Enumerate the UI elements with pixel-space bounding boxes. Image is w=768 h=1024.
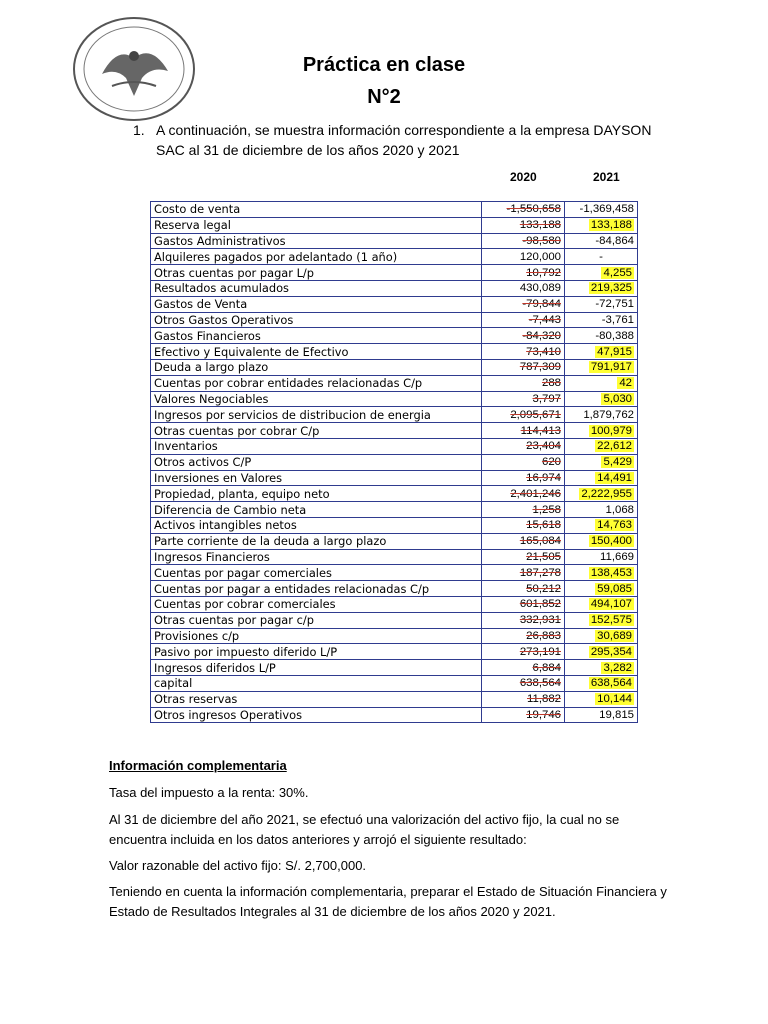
value-2021-cell — [565, 549, 638, 565]
value-2020-cell — [482, 707, 565, 723]
value-2021-cell — [565, 375, 638, 391]
value-2021: 133,188 — [590, 219, 632, 232]
value-2020-cell — [482, 375, 565, 391]
row-label: Cuentas por cobrar comerciales — [151, 596, 482, 612]
value-2020: 273,191 — [519, 645, 561, 658]
value-2021-cell — [565, 217, 638, 233]
value-2021: 3,282 — [603, 661, 632, 674]
intro-number: 1. — [133, 122, 145, 138]
table-row — [151, 280, 638, 296]
complementary-title: Información complementaria — [109, 758, 287, 773]
value-2021-cell — [565, 233, 638, 249]
table-row — [151, 328, 638, 344]
table-row — [151, 691, 638, 707]
value-2021-cell — [565, 502, 638, 518]
value-2021-cell — [565, 312, 638, 328]
value-2020: 19,746 — [526, 708, 561, 721]
value-2021: -3,761 — [601, 313, 634, 326]
value-2020: 620 — [541, 456, 561, 469]
financial-data-table — [150, 201, 638, 723]
value-2021: 5,030 — [603, 392, 632, 405]
value-2021-cell — [565, 344, 638, 360]
value-2021: 30,689 — [597, 629, 632, 642]
value-2020: 114,413 — [520, 424, 561, 437]
value-2020-cell — [482, 612, 565, 628]
table-row — [151, 296, 638, 312]
row-label: Ingresos Financieros — [151, 549, 482, 565]
row-label: Otras reservas — [151, 691, 482, 707]
value-2021: 219,325 — [590, 282, 632, 295]
row-label: Cuentas por pagar a entidades relacionadas C/p — [151, 581, 482, 597]
row-label: capital — [151, 675, 482, 691]
value-2021-cell — [565, 438, 638, 454]
row-label: Parte corriente de la deuda a largo plazo — [151, 533, 482, 549]
value-2020-cell — [482, 249, 565, 265]
table-row — [151, 423, 638, 439]
value-2020-cell — [482, 454, 565, 470]
table-row — [151, 549, 638, 565]
year-header-2020: 2020 — [510, 170, 537, 184]
value-2020: 23,404 — [526, 440, 561, 453]
table-row — [151, 470, 638, 486]
value-2021-cell — [565, 486, 638, 502]
value-2021-cell — [565, 581, 638, 597]
value-2021: 150,400 — [590, 535, 632, 548]
value-2020: -84,320 — [522, 329, 561, 342]
table-row — [151, 517, 638, 533]
table-row — [151, 359, 638, 375]
value-2020-cell — [482, 628, 565, 644]
table-row — [151, 407, 638, 423]
table-row — [151, 249, 638, 265]
value-2020-cell — [482, 533, 565, 549]
table-row — [151, 596, 638, 612]
row-label: Otras cuentas por cobrar C/p — [151, 423, 482, 439]
value-2021-cell — [565, 470, 638, 486]
table-row — [151, 312, 638, 328]
value-2020-cell — [482, 265, 565, 281]
row-label: Otras cuentas por pagar c/p — [151, 612, 482, 628]
value-2020-cell — [482, 344, 565, 360]
value-2020-cell — [482, 644, 565, 660]
value-2020-cell — [482, 217, 565, 233]
value-2021: 100,979 — [590, 424, 632, 437]
row-label: Inversiones en Valores — [151, 470, 482, 486]
value-2021-cell — [565, 265, 638, 281]
value-2020: 332,931 — [519, 614, 561, 627]
value-2021: - — [599, 250, 603, 263]
value-2021: 42 — [619, 377, 632, 390]
value-2020: 2,095,671 — [510, 408, 561, 421]
value-2021: 295,354 — [590, 645, 632, 658]
value-2021-cell — [565, 249, 638, 265]
value-2021: -72,751 — [595, 298, 634, 311]
value-2020-cell — [482, 675, 565, 691]
value-2021: 47,915 — [597, 345, 632, 358]
value-2020: 3,797 — [532, 392, 561, 405]
row-label: Cuentas por pagar comerciales — [151, 565, 482, 581]
value-2021: 4,255 — [603, 266, 632, 279]
value-2021-cell — [565, 423, 638, 439]
row-label: Ingresos por servicios de distribucion de energia — [151, 407, 482, 423]
value-2021-cell — [565, 691, 638, 707]
row-label: Propiedad, planta, equipo neto — [151, 486, 482, 502]
fair-value-text: Valor razonable del activo fijo: S/. 2,700,000. — [109, 858, 367, 873]
value-2021-cell — [565, 280, 638, 296]
value-2021-cell — [565, 202, 638, 218]
value-2020-cell — [482, 691, 565, 707]
row-label: Otros activos C/P — [151, 454, 482, 470]
value-2021: 138,453 — [590, 566, 632, 579]
table-row — [151, 454, 638, 470]
row-label: Gastos Administrativos — [151, 233, 482, 249]
value-2020: 73,410 — [526, 345, 561, 358]
value-2020-cell — [482, 581, 565, 597]
table-row — [151, 707, 638, 723]
table-row — [151, 265, 638, 281]
table-row — [151, 486, 638, 502]
value-2020: 187,278 — [519, 566, 561, 579]
row-label: Gastos Financieros — [151, 328, 482, 344]
value-2021: 14,491 — [597, 471, 632, 484]
row-label: Valores Negociables — [151, 391, 482, 407]
value-2021: -1,369,458 — [579, 203, 634, 216]
value-2021: 1,879,762 — [583, 408, 634, 421]
row-label: Ingresos diferidos L/P — [151, 660, 482, 676]
value-2020-cell — [482, 202, 565, 218]
value-2020: -1,550,658 — [506, 203, 561, 216]
value-2020: 26,883 — [526, 629, 561, 642]
intro-text: A continuación, se muestra información correspondiente a la empresa DAYSON SAC al 31 de diciembre de los años 2020 y 2021 — [156, 122, 652, 158]
row-label: Activos intangibles netos — [151, 517, 482, 533]
row-label: Otros ingresos Operativos — [151, 707, 482, 723]
value-2020-cell — [482, 660, 565, 676]
value-2020: 11,882 — [527, 693, 561, 706]
value-2021: 1,068 — [605, 503, 634, 516]
value-2021: 59,085 — [597, 582, 632, 595]
row-label: Reserva legal — [151, 217, 482, 233]
value-2021-cell — [565, 517, 638, 533]
value-2020: 120,000 — [519, 250, 561, 263]
value-2021-cell — [565, 533, 638, 549]
value-2021: 5,429 — [603, 456, 632, 469]
table-row — [151, 660, 638, 676]
value-2020: 787,309 — [519, 361, 561, 374]
value-2021-cell — [565, 407, 638, 423]
table-row — [151, 233, 638, 249]
table-row — [151, 438, 638, 454]
table-row — [151, 391, 638, 407]
value-2020-cell — [482, 391, 565, 407]
row-label: Deuda a largo plazo — [151, 359, 482, 375]
row-label: Otros Gastos Operativos — [151, 312, 482, 328]
revaluation-text: Al 31 de diciembre del año 2021, se efectuó una valorización del activo fijo, la cual no se encuentra incluida en los datos anteriores y arrojó el siguiente resultado: — [109, 812, 620, 847]
year-header-2021: 2021 — [593, 170, 620, 184]
page-subtitle: N°2 — [367, 86, 401, 108]
value-2020-cell — [482, 312, 565, 328]
value-2021: 19,815 — [599, 708, 634, 721]
row-label: Cuentas por cobrar entidades relacionadas C/p — [151, 375, 482, 391]
row-label: Inventarios — [151, 438, 482, 454]
value-2020-cell — [482, 565, 565, 581]
value-2021-cell — [565, 391, 638, 407]
table-row — [151, 612, 638, 628]
row-label: Otras cuentas por pagar L/p — [151, 265, 482, 281]
table-row — [151, 502, 638, 518]
value-2020-cell — [482, 359, 565, 375]
value-2020-cell — [482, 438, 565, 454]
value-2020-cell — [482, 296, 565, 312]
value-2021: 22,612 — [597, 440, 632, 453]
value-2021: 14,763 — [597, 519, 632, 532]
value-2020-cell — [482, 517, 565, 533]
value-2021: 494,107 — [590, 598, 632, 611]
value-2020: 6,884 — [532, 661, 561, 674]
value-2020: 16,974 — [526, 471, 561, 484]
table-row — [151, 581, 638, 597]
value-2020-cell — [482, 328, 565, 344]
row-label: Alquileres pagados por adelantado (1 año) — [151, 249, 482, 265]
value-2020-cell — [482, 470, 565, 486]
value-2021: 2,222,955 — [581, 487, 632, 500]
table-row — [151, 644, 638, 660]
tax-rate-text: Tasa del impuesto a la renta: 30%. — [109, 785, 309, 800]
value-2020: -7,443 — [528, 313, 561, 326]
value-2020-cell — [482, 280, 565, 296]
row-label: Resultados acumulados — [151, 280, 482, 296]
value-2020-cell — [482, 486, 565, 502]
value-2021-cell — [565, 359, 638, 375]
table-row — [151, 675, 638, 691]
table-row — [151, 375, 638, 391]
value-2020: 15,618 — [526, 519, 561, 532]
row-label: Gastos de Venta — [151, 296, 482, 312]
value-2021: -80,388 — [595, 329, 634, 342]
table-row — [151, 217, 638, 233]
value-2020: 601,852 — [519, 598, 561, 611]
instruction-text: Teniendo en cuenta la información complementaria, preparar el Estado de Situación Financiera y Estado de Resultados Integrales al 31 de diciembre de los años 2020 y 2021. — [109, 884, 667, 919]
value-2020: 50,212 — [526, 582, 561, 595]
value-2021-cell — [565, 675, 638, 691]
value-2020: 133,188 — [519, 219, 561, 232]
value-2021: -84,864 — [595, 234, 634, 247]
page-title: Práctica en clase — [302, 54, 466, 76]
row-label: Costo de venta — [151, 202, 482, 218]
value-2021-cell — [565, 660, 638, 676]
value-2020: -98,580 — [522, 234, 561, 247]
value-2021: 11,669 — [600, 550, 634, 563]
table-row — [151, 344, 638, 360]
value-2020: 638,564 — [519, 677, 561, 690]
value-2021: 10,144 — [597, 693, 632, 706]
row-label: Efectivo y Equivalente de Efectivo — [151, 344, 482, 360]
value-2021-cell — [565, 454, 638, 470]
value-2020: 21,505 — [526, 550, 561, 563]
row-label: Diferencia de Cambio neta — [151, 502, 482, 518]
value-2020-cell — [482, 596, 565, 612]
value-2020-cell — [482, 233, 565, 249]
value-2021-cell — [565, 644, 638, 660]
value-2020-cell — [482, 407, 565, 423]
value-2021: 638,564 — [590, 677, 632, 690]
value-2020-cell — [482, 502, 565, 518]
table-row — [151, 565, 638, 581]
value-2021-cell — [565, 628, 638, 644]
value-2020: 288 — [541, 377, 561, 390]
value-2020: 10,792 — [526, 266, 561, 279]
value-2020: -79,844 — [522, 298, 561, 311]
value-2021-cell — [565, 596, 638, 612]
row-label: Pasivo por impuesto diferido L/P — [151, 644, 482, 660]
value-2021-cell — [565, 612, 638, 628]
value-2020: 165,084 — [519, 535, 561, 548]
table-row — [151, 628, 638, 644]
value-2021-cell — [565, 565, 638, 581]
value-2021: 791,917 — [590, 361, 632, 374]
value-2021-cell — [565, 707, 638, 723]
row-label: Provisiones c/p — [151, 628, 482, 644]
value-2020: 1,258 — [532, 503, 561, 516]
value-2020-cell — [482, 423, 565, 439]
table-row — [151, 202, 638, 218]
value-2021: 152,575 — [590, 614, 632, 627]
value-2020: 430,089 — [519, 282, 561, 295]
value-2020-cell — [482, 549, 565, 565]
value-2020: 2,401,246 — [510, 487, 561, 500]
value-2021-cell — [565, 328, 638, 344]
value-2021-cell — [565, 296, 638, 312]
table-row — [151, 533, 638, 549]
